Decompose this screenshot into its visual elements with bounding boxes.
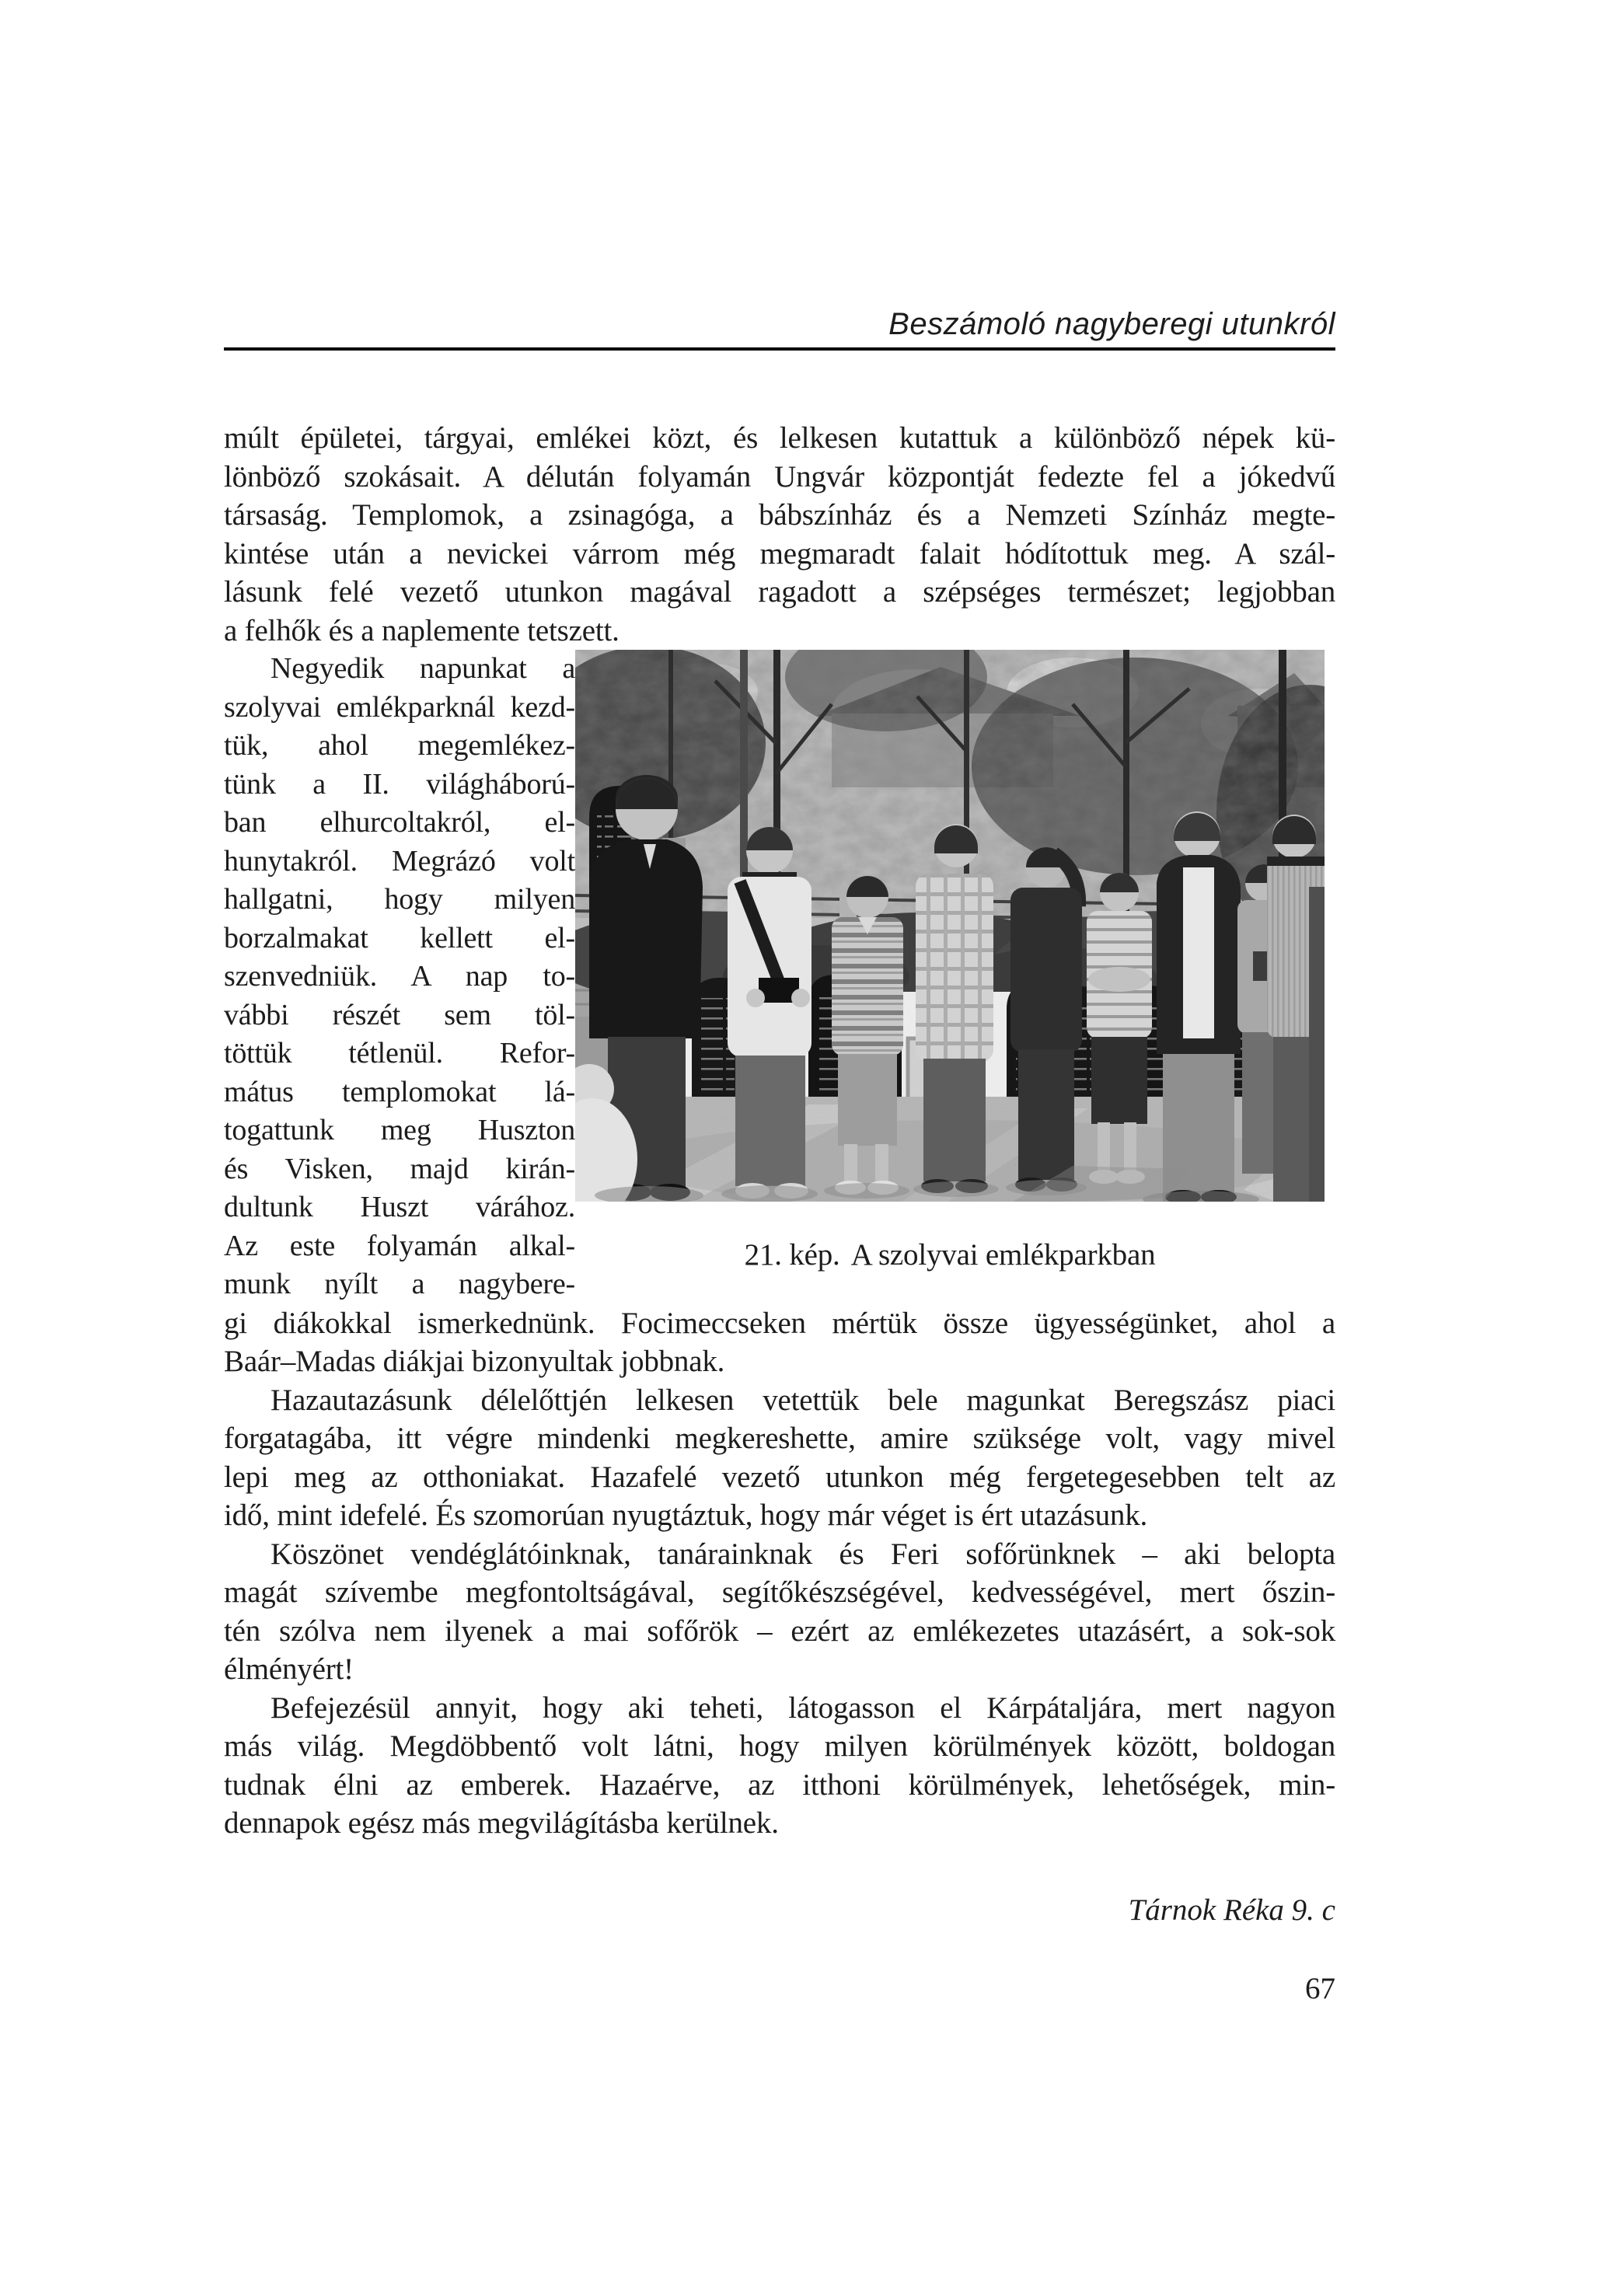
text-line: Negyedik napunkat a <box>270 652 575 685</box>
text-line: Köszönet vendéglátóinknak, tanárainknak és Feri sofőrünknek – aki belopta <box>270 1537 1335 1571</box>
text-line: Az este folyamán alkal- <box>224 1229 575 1262</box>
text-line: mátus templomokat lá- <box>224 1075 575 1108</box>
text-line: élményért! <box>224 1652 354 1686</box>
header-rule <box>224 347 1335 351</box>
text-line: ban elhurcoltakról, el- <box>224 806 575 839</box>
text-line: társaság. Templomok, a zsinagóga, a bábszínház és a Nemzeti Színház megte- <box>224 498 1335 532</box>
text-line: szenvedniük. A nap to- <box>224 960 575 993</box>
text-line: munk nyílt a nagybere- <box>224 1268 575 1300</box>
wrapped-column <box>224 650 575 1304</box>
text-line: szolyvai emlékparknál kezd- <box>224 690 575 724</box>
text-line: idő, mint idefelé. És szomorúan nyugtáztuk, hogy már véget is ért utazásunk. <box>224 1499 1148 1532</box>
figure-boy-hoodie <box>1157 811 1241 1202</box>
text-line: Baár–Madas diákjai bizonyultak jobbnak. <box>224 1345 725 1378</box>
text-line: magát szívembe megfontoltságával, segítőkészségével, kedvességével, mert őszin- <box>224 1575 1335 1609</box>
caption-number: 21. kép. <box>744 1238 840 1272</box>
figure-caption <box>575 1236 1325 1275</box>
paragraph <box>224 1304 1335 1381</box>
text-line: tén szólva nem ilyenek a mai sofőrök – ezért az emlékezetes utazásért, a sok-sok <box>224 1614 1335 1648</box>
text-line: forgatagába, itt végre mindenki megkereshette, amire szüksége volt, vagy mivel <box>224 1422 1335 1455</box>
text-line: kintése után a nevickei várrom még megmaradt falait hódítottuk meg. A szál- <box>224 536 1335 571</box>
paragraph <box>224 1689 1335 1843</box>
paragraph <box>224 1381 1335 1535</box>
text-line: múlt épületei, tárgyai, emlékei közt, és lelkesen kutattuk a különböző népek kü- <box>224 421 1335 455</box>
text-line: dennapok egész más megvilágításba kerülnek. <box>224 1806 779 1840</box>
memorial-park-photo <box>575 650 1325 1202</box>
text-line: tudnak élni az emberek. Hazaérve, az itthoni körülmények, lehetőségek, min- <box>224 1767 1335 1802</box>
text-block <box>224 0 1335 2008</box>
text-line: togattunk meg Huszton <box>224 1114 575 1146</box>
running-header: Beszámoló nagyberegi utunkról <box>888 307 1335 341</box>
text-line: borzalmakat kellett el- <box>224 921 575 954</box>
paragraph <box>224 1535 1335 1689</box>
text-line: a felhők és a naplemente tetszett. <box>224 613 620 647</box>
page-number: 67 <box>1305 1972 1335 2005</box>
text-line: gi diákokkal ismerkednünk. Focimeccseken mértük össze ügyességünket, ahol a <box>224 1306 1335 1340</box>
text-line: lásunk felé vezető utunkon magával ragadott a szépséges természet; legjobban <box>224 575 1335 609</box>
caption-text: A szolyvai emlékparkban <box>850 1238 1156 1272</box>
text-line: Befejezésül annyit, hogy aki teheti, látogasson el Kárpátaljára, mert nagyon <box>270 1691 1335 1725</box>
paragraph <box>224 419 1335 650</box>
text-line: töttük tétlenül. Refor- <box>224 1037 575 1069</box>
text-line: Hazautazásunk délelőttjén lelkesen vetettük bele magunkat Beregszász piaci <box>270 1383 1335 1417</box>
text-line: tünk a II. világháború- <box>224 767 575 801</box>
text-line: hallgatni, hogy milyen <box>224 883 575 916</box>
body-text <box>224 419 1335 1843</box>
figure-boy-plaid <box>916 824 993 1193</box>
text-line: lepi meg az otthoniakat. Hazafelé vezető utunkon még fergetegesebben telt az <box>224 1460 1335 1494</box>
figure-boy-camera <box>728 827 811 1199</box>
text-line: dultunk Huszt várához. <box>224 1191 575 1223</box>
author-signature: Tárnok Réka 9. c <box>1128 1893 1335 1927</box>
text-line: és Visken, majd kirán- <box>224 1152 575 1185</box>
text-line: hunytakról. Megrázó volt <box>224 844 575 878</box>
text-line: vábbi részét sem töl- <box>224 998 575 1031</box>
figure-boy-hand-on-head <box>1010 847 1082 1192</box>
figure <box>575 650 1325 1275</box>
text-line: más világ. Megdöbbentő volt látni, hogy milyen körülmények között, boldogan <box>224 1729 1335 1763</box>
text-line: tük, ahol megemlékez- <box>224 729 575 762</box>
figure-row <box>224 650 1335 1304</box>
text-line: lönböző szokásait. A délután folyamán Ungvár központját fedezte fel a jókedvű <box>224 459 1335 494</box>
